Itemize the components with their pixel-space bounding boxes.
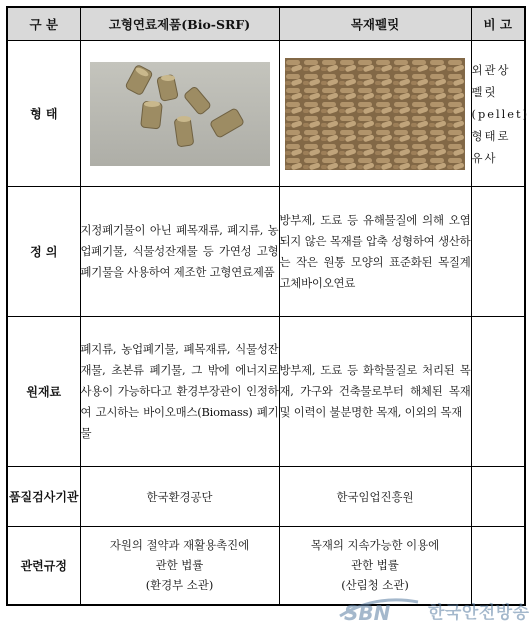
pellet-inspection: 한국임업진흥원 — [279, 467, 471, 527]
srf-pellet-photo — [90, 62, 270, 166]
srf-regulation-line3: (환경부 소관) — [145, 578, 214, 593]
srf-materials: 폐지류, 농업폐기물, 폐목재류, 식물성잔재물, 초본류 폐기물, 그 밖에 에너지로 사용이 가능하다고 환경부장관이 인정하여 고시하는 바이오매스(Biomass) 폐기물 — [80, 317, 279, 467]
pellet-regulation-line2: 관한 법률 — [351, 558, 399, 573]
remarks-inspection — [471, 467, 525, 527]
watermark — [336, 596, 530, 624]
srf-inspection: 한국환경공단 — [80, 467, 279, 527]
sbn-logo-text: SBN — [344, 601, 391, 622]
header-row — [7, 7, 525, 41]
label-materials: 원재료 — [7, 317, 80, 467]
remarks-definition — [471, 187, 525, 317]
header-pellet: 목재펠릿 — [279, 7, 471, 41]
srf-regulation — [80, 527, 279, 605]
pellet-regulation — [279, 527, 471, 605]
header-srf: 고형연료제품(Bio-SRF) — [80, 7, 279, 41]
srf-definition: 지정폐기물이 아닌 폐목재류, 폐지류, 농업폐기물, 식물성잔재물 등 가연성 고형폐기물을 사용하여 제조한 고형연료제품 — [80, 187, 279, 317]
pellet-regulation-line1: 목재의 지속가능한 이용에 — [310, 538, 440, 553]
row-materials — [7, 317, 525, 467]
pellet-photo-cell — [279, 41, 471, 187]
header-category: 구 분 — [7, 7, 80, 41]
row-inspection — [7, 467, 525, 527]
watermark-text: 한국안전방송 — [428, 603, 530, 623]
row-definition — [7, 187, 525, 317]
remarks-form: 외관상 펠릿(pellet) 형태로 유사 — [471, 41, 525, 187]
remarks-materials — [471, 317, 525, 467]
row-regulation — [7, 527, 525, 605]
sbn-logo — [336, 596, 422, 622]
header-remarks: 비 고 — [471, 7, 525, 41]
srf-photo-cell — [80, 41, 279, 187]
comparison-table — [6, 6, 530, 606]
row-form — [7, 41, 525, 187]
label-form: 형 태 — [7, 41, 80, 187]
srf-regulation-line1: 자원의 절약과 재활용촉진에 — [109, 538, 250, 553]
label-regulation: 관련규정 — [7, 527, 80, 605]
label-definition: 정 의 — [7, 187, 80, 317]
pellet-definition: 방부제, 도료 등 유해물질에 의해 오염되지 않은 목재를 압축 성형하여 생산하는 작은 원통 모양의 표준화된 목질계 고체바이오연료 — [279, 187, 471, 317]
label-inspection: 품질검사기관 — [7, 467, 80, 527]
remarks-regulation — [471, 527, 525, 605]
pellet-materials: 방부제, 도료 등 화학물질로 처리된 목재, 가구와 건축물로부터 해체된 목재 및 이력이 불분명한 목재, 이외의 목재 — [279, 317, 471, 467]
pellet-regulation-line3: (산림청 소관) — [341, 578, 409, 593]
srf-regulation-line2: 관한 법률 — [155, 558, 204, 573]
wood-pellet-photo — [285, 58, 465, 170]
